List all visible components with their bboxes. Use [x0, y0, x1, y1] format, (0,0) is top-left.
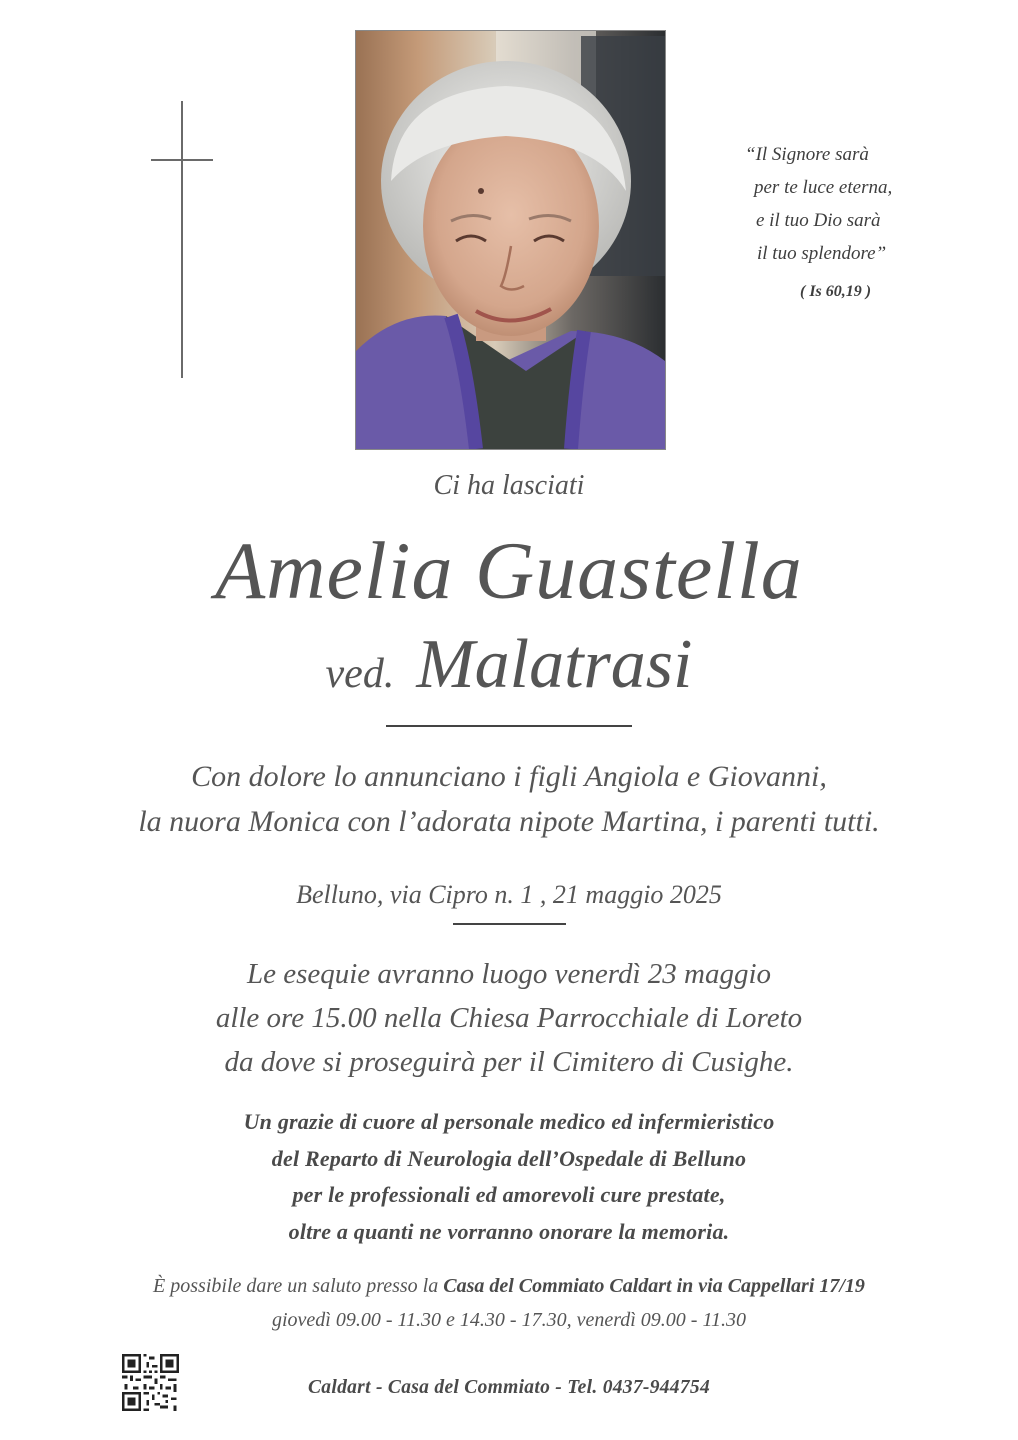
divider: [453, 923, 566, 925]
quote-line: e il tuo Dio sarà: [756, 210, 881, 231]
thanks-line: oltre a quanti ne vorranno onorare la memoria.: [288, 1218, 730, 1244]
cross-vertical-bar: [181, 101, 183, 378]
announcement-line: la nuora Monica con l’adorata nipote Martina, i parenti tutti.: [138, 805, 880, 838]
quote-reference: ( Is 60,19 ): [800, 283, 872, 300]
funeral-details: [0, 952, 1018, 1084]
visit-hours: giovedì 09.00 - 11.30 e 14.30 - 17.30, venerdì 09.00 - 11.30: [272, 1309, 746, 1331]
quote-line: per te luce eterna,: [754, 177, 893, 198]
funeral-line: da dove si proseguirà per il Cimitero di Cusighe.: [224, 1046, 794, 1078]
portrait-photo: [355, 30, 666, 450]
funeral-home-contact: Caldart - Casa del Commiato - Tel. 0437-944754: [308, 1377, 710, 1398]
cross-horizontal-bar: [151, 159, 213, 161]
announcement-line: Con dolore lo annunciano i figli Angiola e Giovanni,: [191, 760, 827, 793]
married-name: [0, 625, 1018, 705]
thanks-line: del Reparto di Neurologia dell’Ospedale di Belluno: [271, 1145, 747, 1171]
visit-info: [0, 1275, 1018, 1298]
thanks-line: per le professionali ed amorevoli cure prestate,: [292, 1182, 726, 1207]
quote-line: il tuo splendore”: [757, 243, 887, 264]
thanks-message: [0, 1104, 1018, 1250]
funeral-line: Le esequie avranno luogo venerdì 23 maggio: [246, 958, 772, 990]
deceased-name: Amelia Guastella: [215, 525, 803, 616]
visit-location: Casa del Commiato Caldart in via Cappellari 17/19: [443, 1275, 865, 1297]
divider: [386, 725, 632, 727]
widow-prefix: ved.: [325, 651, 395, 697]
bible-quote: [700, 138, 940, 270]
intro-text: Ci ha lasciati: [433, 470, 585, 501]
married-surname: Malatrasi: [416, 626, 693, 703]
funeral-line: alle ore 15.00 nella Chiesa Parrocchiale di Loreto: [215, 1002, 803, 1034]
quote-line: “Il Signore sarà: [745, 144, 869, 165]
visit-prefix: È possibile dare un saluto presso la: [153, 1275, 444, 1297]
place-date: Belluno, via Cipro n. 1 , 21 maggio 2025: [296, 880, 722, 909]
thanks-line: Un grazie di cuore al personale medico ed infermieristico: [243, 1109, 775, 1134]
announcement: [0, 754, 1018, 844]
